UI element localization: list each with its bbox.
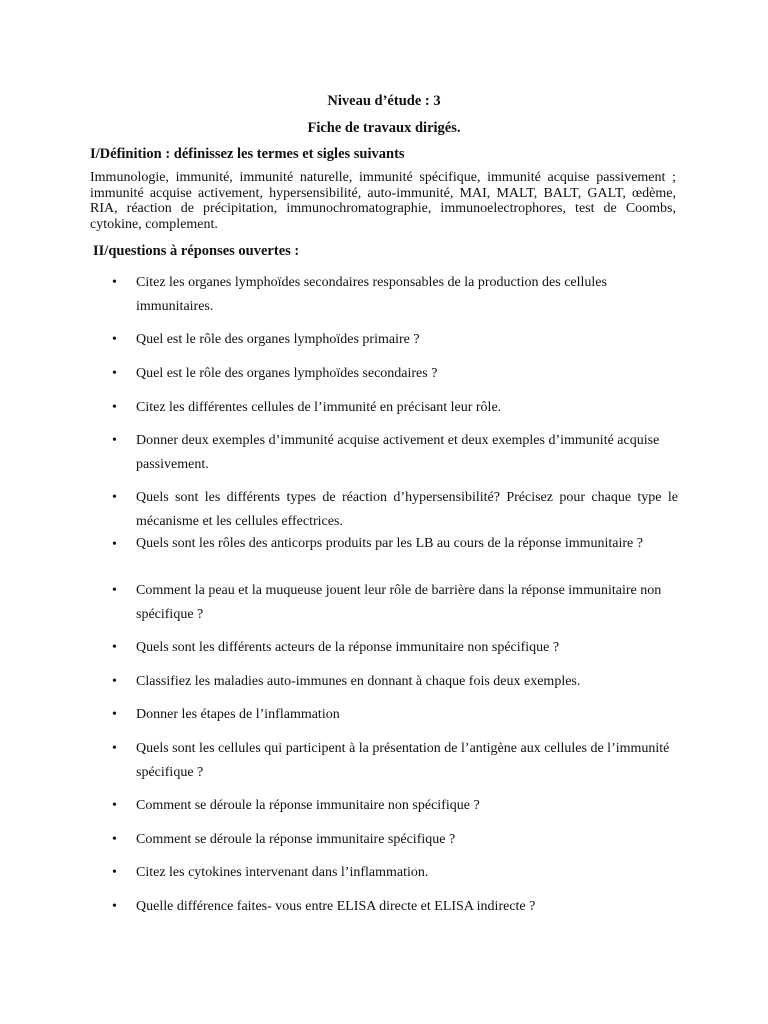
question-item [112, 895, 678, 919]
question-item [112, 670, 678, 694]
bullet-icon: • [112, 583, 117, 598]
question-text: Quels sont les cellules qui participent à la présentation de l’antigène aux cellules de l’immunité spécifique ? [136, 741, 670, 780]
question-item [112, 328, 678, 352]
question-text: Donner les étapes de l’inflammation [136, 707, 340, 722]
question-item [112, 533, 678, 555]
bullet-icon: • [112, 707, 117, 722]
question-item [112, 429, 678, 477]
question-item [112, 486, 678, 534]
question-item [112, 794, 678, 818]
question-item [112, 828, 678, 852]
question-text: Citez les cytokines intervenant dans l’inflammation. [136, 865, 429, 880]
question-text: Quel est le rôle des organes lymphoïdes secondaires ? [136, 366, 438, 381]
question-text: Classifiez les maladies auto-immunes en donnant à chaque fois deux exemples. [136, 674, 581, 689]
question-item [112, 861, 678, 885]
question-item [112, 636, 678, 660]
bullet-icon: • [112, 674, 117, 689]
question-text: Comment se déroule la réponse immunitaire non spécifique ? [136, 798, 480, 813]
bullet-icon: • [112, 537, 117, 552]
question-item [112, 396, 678, 420]
bullet-icon: • [112, 798, 117, 813]
bullet-icon: • [112, 490, 117, 505]
question-item [112, 703, 678, 727]
question-item [112, 737, 678, 785]
question-text: Quelle différence faites- vous entre ELISA directe et ELISA indirecte ? [136, 899, 536, 914]
question-text: Quels sont les différents types de réaction d’hypersensibilité? Précisez pour chaque type le mécanisme et les cellules effectrices. [136, 490, 678, 529]
definitions-heading: I/Définition : définissez les termes et sigles suivants [90, 146, 405, 162]
page-title: Fiche de travaux dirigés. [307, 120, 461, 136]
bullet-icon: • [112, 275, 117, 290]
bullet-icon: • [112, 332, 117, 347]
bullet-icon: • [112, 865, 117, 880]
question-text: Donner deux exemples d’immunité acquise activement et deux exemples d’immunité acquise passivement. [136, 433, 660, 472]
bullet-icon: • [112, 741, 117, 756]
question-text: Comment se déroule la réponse immunitaire spécifique ? [136, 832, 456, 847]
question-text: Citez les différentes cellules de l’immunité en précisant leur rôle. [136, 400, 502, 415]
open-questions-heading: II/questions à réponses ouvertes : [93, 243, 300, 259]
bullet-icon: • [112, 433, 117, 448]
question-item [112, 362, 678, 386]
bullet-icon: • [112, 640, 117, 655]
bullet-icon: • [112, 899, 117, 914]
bullet-icon: • [112, 400, 117, 415]
question-item [112, 271, 678, 319]
question-item [112, 579, 678, 627]
question-text: Quels sont les différents acteurs de la réponse immunitaire non spécifique ? [136, 640, 560, 655]
bullet-icon: • [112, 366, 117, 381]
question-text: Quel est le rôle des organes lymphoïdes primaire ? [136, 332, 420, 347]
question-text: Quels sont les rôles des anticorps produits par les LB au cours de la réponse immunitaire ? [136, 536, 643, 551]
question-text: Citez les organes lymphoïdes secondaires responsables de la production des cellules immunitaires. [136, 275, 607, 314]
definitions-terms: Immunologie, immunité, immunité naturelle, immunité spécifique, immunité acquise passivement ; immunité acquise activement, hypersensibilité, auto-immunité, MAI, MALT, BALT, GALT, œdème, RIA, réaction de précipitation, immunochromatographie, immunoelectrophores, test de Coombs, cytokine, complement. [90, 170, 676, 232]
study-level: Niveau d’étude : 3 [327, 93, 441, 109]
question-text: Comment la peau et la muqueuse jouent leur rôle de barrière dans la réponse immunitaire non spécifique ? [136, 583, 662, 622]
bullet-icon: • [112, 832, 117, 847]
